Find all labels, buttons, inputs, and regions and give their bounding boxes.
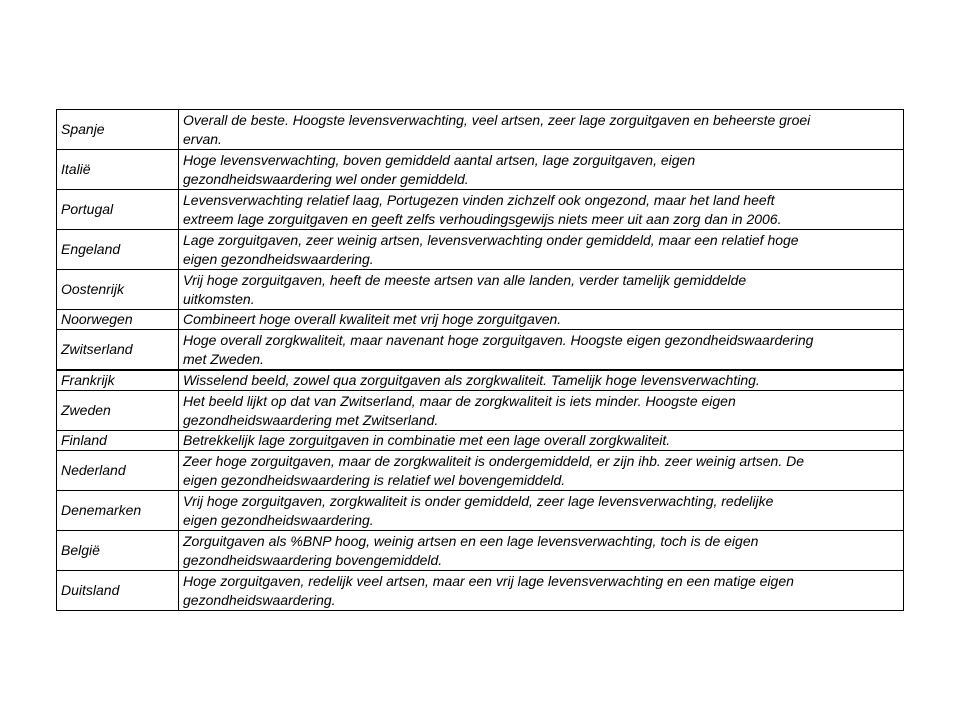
country-cell: Zwitserland bbox=[57, 330, 179, 371]
table-row bbox=[57, 531, 904, 571]
country-cell: Portugal bbox=[57, 190, 179, 230]
table-row bbox=[57, 310, 904, 330]
table-row bbox=[57, 330, 904, 371]
description-cell: Vrij hoge zorguitgaven, heeft de meeste artsen van alle landen, verder tamelijk gemiddelde uitkomsten. bbox=[179, 270, 904, 310]
table-row bbox=[57, 451, 904, 491]
table-row bbox=[57, 431, 904, 451]
table-row bbox=[57, 491, 904, 531]
country-cell: België bbox=[57, 531, 179, 571]
description-cell: Zeer hoge zorguitgaven, maar de zorgkwaliteit is ondergemiddeld, er zijn ihb. zeer weinig artsen. De eigen gezondheidswaardering is relatief wel bovengemiddeld. bbox=[179, 451, 904, 491]
description-cell: Hoge overall zorgkwaliteit, maar navenant hoge zorguitgaven. Hoogste eigen gezondheidswaardering met Zweden. bbox=[179, 330, 904, 371]
table-row bbox=[57, 270, 904, 310]
country-cell: Italië bbox=[57, 150, 179, 190]
table-row bbox=[57, 150, 904, 190]
country-cell: Denemarken bbox=[57, 491, 179, 531]
description-cell: Hoge zorguitgaven, redelijk veel artsen, maar een vrij lage levensverwachting en een matige eigen gezondheidswaardering. bbox=[179, 571, 904, 611]
country-cell: Nederland bbox=[57, 451, 179, 491]
country-cell: Zweden bbox=[57, 391, 179, 431]
description-cell: Betrekkelijk lage zorguitgaven in combinatie met een lage overall zorgkwaliteit. bbox=[179, 431, 904, 451]
country-cell: Spanje bbox=[57, 110, 179, 150]
description-cell: Wisselend beeld, zowel qua zorguitgaven als zorgkwaliteit. Tamelijk hoge levensverwachting. bbox=[179, 370, 904, 391]
description-cell: Zorguitgaven als %BNP hoog, weinig artsen en een lage levensverwachting, toch is de eigen gezondheidswaardering bovengemiddeld. bbox=[179, 531, 904, 571]
description-cell: Combineert hoge overall kwaliteit met vrij hoge zorguitgaven. bbox=[179, 310, 904, 330]
country-comparison-table bbox=[56, 109, 904, 611]
description-cell: Het beeld lijkt op dat van Zwitserland, maar de zorgkwaliteit is iets minder. Hoogste eigen gezondheidswaardering met Zwitserland. bbox=[179, 391, 904, 431]
description-cell: Hoge levensverwachting, boven gemiddeld aantal artsen, lage zorguitgaven, eigen gezondheidswaardering wel onder gemiddeld. bbox=[179, 150, 904, 190]
description-cell: Levensverwachting relatief laag, Portugezen vinden zichzelf ook ongezond, maar het land heeft extreem lage zorguitgaven en geeft zelfs verhoudingsgewijs niets meer uit aan zorg dan in 2006. bbox=[179, 190, 904, 230]
country-cell: Oostenrijk bbox=[57, 270, 179, 310]
description-cell: Lage zorguitgaven, zeer weinig artsen, levensverwachting onder gemiddeld, maar een relatief hoge eigen gezondheidswaardering. bbox=[179, 230, 904, 270]
table-row bbox=[57, 110, 904, 150]
table-row bbox=[57, 370, 904, 391]
description-cell: Overall de beste. Hoogste levensverwachting, veel artsen, zeer lage zorguitgaven en beheerste groei ervan. bbox=[179, 110, 904, 150]
country-cell: Finland bbox=[57, 431, 179, 451]
description-cell: Vrij hoge zorguitgaven, zorgkwaliteit is onder gemiddeld, zeer lage levensverwachting, redelijke eigen gezondheidswaardering. bbox=[179, 491, 904, 531]
country-cell: Engeland bbox=[57, 230, 179, 270]
country-cell: Frankrijk bbox=[57, 370, 179, 391]
table-row bbox=[57, 190, 904, 230]
country-cell: Duitsland bbox=[57, 571, 179, 611]
table-row bbox=[57, 571, 904, 611]
country-cell: Noorwegen bbox=[57, 310, 179, 330]
table-row bbox=[57, 230, 904, 270]
table-row bbox=[57, 391, 904, 431]
